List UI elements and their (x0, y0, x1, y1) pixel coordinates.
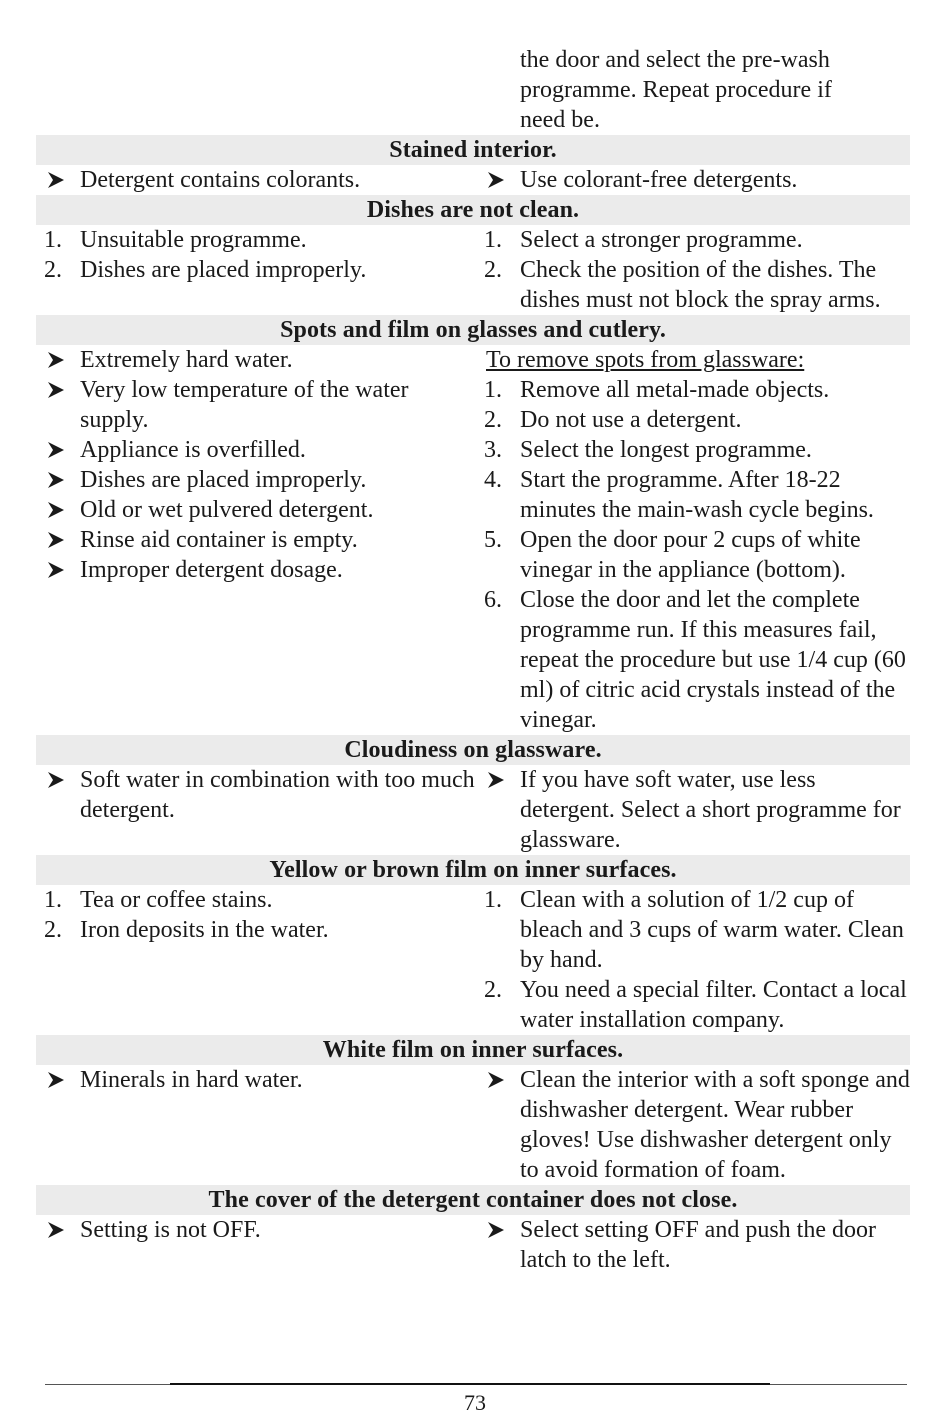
item-number: 1. (44, 887, 62, 913)
arrow-bullet-icon (46, 435, 78, 465)
item-text: Dishes are placed improperly. (80, 467, 367, 493)
left-column (36, 1065, 476, 1185)
item-text: Old or wet pulvered detergent. (80, 497, 374, 523)
item-text: Tea or coffee stains. (80, 887, 273, 913)
bullet-item (36, 465, 476, 495)
continuation-line: need be. (520, 107, 600, 133)
numbered-item (476, 465, 910, 525)
item-text: Rinse aid container is empty. (80, 527, 358, 553)
item-text: Select setting OFF and push the door latch to the left. (520, 1217, 876, 1273)
item-text: If you have soft water, use less detergent. Select a short programme for glassware. (520, 767, 901, 853)
item-text: Close the door and let the complete programme run. If this measures fail, repeat the procedure but use 1/4 cup (60 ml) of citric acid crystals instead of the vinegar. (520, 587, 906, 733)
item-text: Setting is not OFF. (80, 1217, 261, 1243)
item-text: Appliance is overfilled. (80, 437, 306, 463)
section-row (36, 765, 910, 855)
numbered-item (476, 525, 910, 585)
troubleshooting-document (36, 45, 910, 1275)
bullet-item (36, 555, 476, 585)
arrow-bullet-icon (46, 495, 78, 525)
section-heading: Dishes are not clean. (36, 195, 910, 225)
item-text: Soft water in combination with too much detergent. (80, 767, 475, 823)
numbered-item (36, 885, 476, 915)
item-number: 2. (44, 257, 62, 283)
left-column (36, 45, 476, 135)
item-text: Dishes are placed improperly. (80, 257, 367, 283)
numbered-item (36, 225, 476, 255)
arrow-bullet-icon (46, 555, 78, 585)
left-column (36, 885, 476, 1035)
bullet-item (36, 525, 476, 555)
item-number: 4. (484, 467, 502, 493)
left-column (36, 1215, 476, 1275)
right-column (476, 885, 910, 1035)
section-heading: Cloudiness on glassware. (36, 735, 910, 765)
section-heading: White film on inner surfaces. (36, 1035, 910, 1065)
arrow-bullet-icon (486, 1215, 518, 1245)
item-text: Detergent contains colorants. (80, 167, 361, 193)
column-subheading: To remove spots from glassware: (486, 347, 805, 373)
numbered-item (476, 225, 910, 255)
item-text: Unsuitable programme. (80, 227, 307, 253)
item-number: 2. (484, 257, 502, 283)
item-number: 2. (484, 977, 502, 1003)
bullet-item (36, 1065, 476, 1095)
numbered-item (476, 585, 910, 735)
item-number: 3. (484, 437, 502, 463)
item-number: 1. (484, 887, 502, 913)
continuation-line: the door and select the pre-wash (520, 47, 830, 73)
footer-divider-accent (170, 1383, 770, 1385)
item-text: Clean the interior with a soft sponge and dishwasher detergent. Wear rubber gloves! Use dishwasher detergent only to avoid formation of foam. (520, 1067, 910, 1183)
numbered-item (36, 915, 476, 945)
bullet-item (476, 1065, 910, 1185)
item-text: Do not use a detergent. (520, 407, 742, 433)
right-column (476, 345, 910, 735)
right-column (476, 765, 910, 855)
bullet-item (476, 1215, 910, 1275)
section-heading: Yellow or brown film on inner surfaces. (36, 855, 910, 885)
continuation-line: programme. Repeat procedure if (520, 77, 832, 103)
item-number: 1. (484, 227, 502, 253)
left-column (36, 225, 476, 315)
arrow-bullet-icon (46, 345, 78, 375)
numbered-item (476, 435, 910, 465)
item-text: Improper detergent dosage. (80, 557, 343, 583)
bullet-item (36, 375, 476, 435)
item-text: Select a stronger programme. (520, 227, 803, 253)
item-text: You need a special filter. Contact a local water installation company. (520, 977, 907, 1033)
right-column (476, 45, 910, 135)
item-text: Very low temperature of the water supply. (80, 377, 409, 433)
section-row (36, 885, 910, 1035)
item-text: Clean with a solution of 1/2 cup of bleach and 3 cups of warm water. Clean by hand. (520, 887, 904, 973)
arrow-bullet-icon (46, 525, 78, 555)
arrow-bullet-icon (46, 1065, 78, 1095)
section-heading: The cover of the detergent container does not close. (36, 1185, 910, 1215)
arrow-bullet-icon (46, 465, 78, 495)
bullet-item (36, 345, 476, 375)
arrow-bullet-icon (46, 375, 78, 405)
right-column (476, 1065, 910, 1185)
page-number: 73 (464, 1390, 486, 1415)
section-heading: Spots and film on glasses and cutlery. (36, 315, 910, 345)
arrow-bullet-icon (486, 1065, 518, 1095)
item-text: Open the door pour 2 cups of white vinegar in the appliance (bottom). (520, 527, 861, 583)
item-number: 1. (484, 377, 502, 403)
item-text: Minerals in hard water. (80, 1067, 303, 1093)
right-column (476, 225, 910, 315)
item-text: Use colorant-free detergents. (520, 167, 798, 193)
left-column (36, 765, 476, 855)
numbered-item (476, 975, 910, 1035)
bullet-item (36, 1215, 476, 1245)
continuation-row (36, 45, 910, 135)
section-row (36, 345, 910, 735)
item-text: Remove all metal-made objects. (520, 377, 830, 403)
item-number: 6. (484, 587, 502, 613)
sections-container (36, 135, 910, 1275)
item-text: Select the longest programme. (520, 437, 812, 463)
item-text: Extremely hard water. (80, 347, 293, 373)
bullet-item (476, 765, 910, 855)
section-row (36, 1065, 910, 1185)
arrow-bullet-icon (46, 1215, 78, 1245)
section-heading: Stained interior. (36, 135, 910, 165)
arrow-bullet-icon (486, 165, 518, 195)
left-column (36, 345, 476, 735)
arrow-bullet-icon (486, 765, 518, 795)
section-row (36, 1215, 910, 1275)
numbered-item (476, 405, 910, 435)
item-text: Start the programme. After 18-22 minutes the main-wash cycle begins. (520, 467, 874, 523)
numbered-item (476, 255, 910, 315)
arrow-bullet-icon (46, 765, 78, 795)
right-column (476, 165, 910, 195)
bullet-item (36, 765, 476, 825)
section-row (36, 225, 910, 315)
item-text: Check the position of the dishes. The dishes must not block the spray arms. (520, 257, 881, 313)
item-text: Iron deposits in the water. (80, 917, 329, 943)
bullet-item (36, 435, 476, 465)
numbered-item (36, 255, 476, 285)
arrow-bullet-icon (46, 165, 78, 195)
numbered-item (476, 885, 910, 975)
bullet-item (36, 165, 476, 195)
item-number: 2. (44, 917, 62, 943)
numbered-item (476, 375, 910, 405)
item-number: 2. (484, 407, 502, 433)
item-number: 1. (44, 227, 62, 253)
section-row (36, 165, 910, 195)
right-column (476, 1215, 910, 1275)
bullet-item (476, 165, 910, 195)
item-number: 5. (484, 527, 502, 553)
left-column (36, 165, 476, 195)
bullet-item (36, 495, 476, 525)
